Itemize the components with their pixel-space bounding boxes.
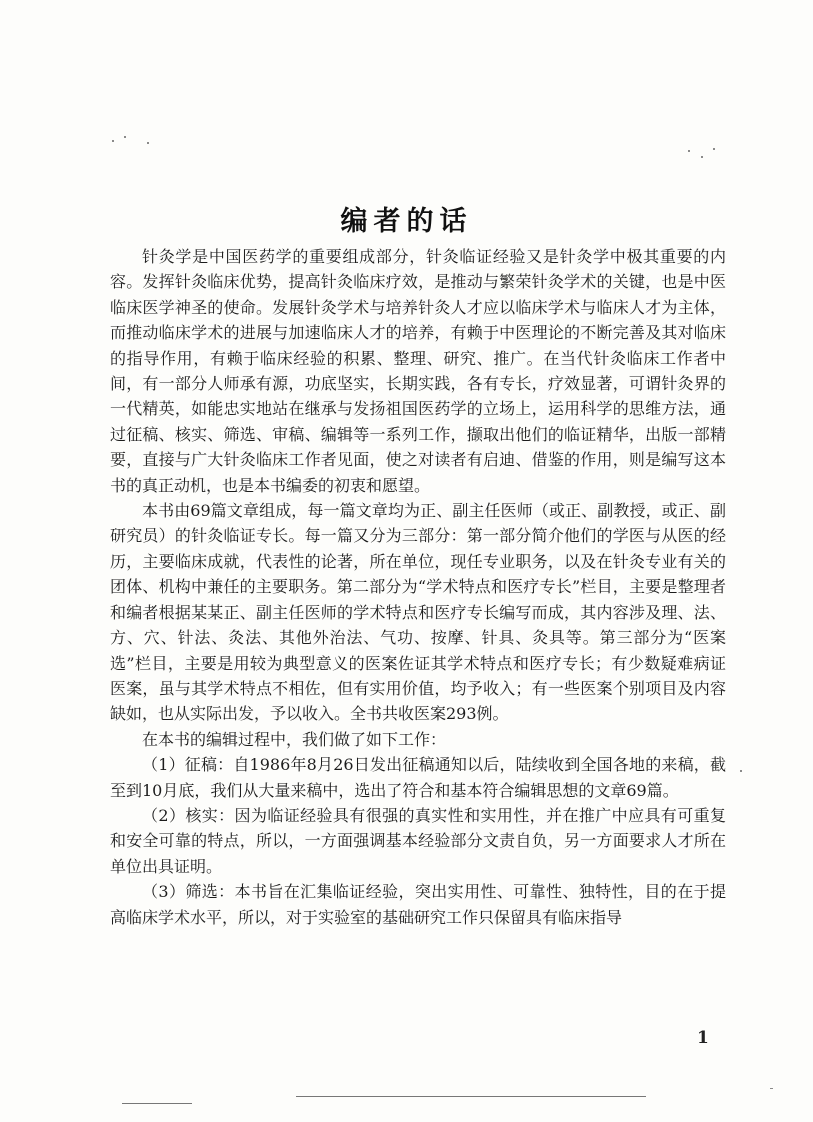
scan-speck [124, 136, 126, 138]
paragraph: 针灸学是中国医药学的重要组成部分，针灸临证经验又是针灸学中极其重要的内容。发挥针灸临床优势，提高针灸临床疗效，是推动与繁荣针灸学术的关键，也是中医临床医学神圣的使命。发展针灸学术与培养针灸人才应以临床学术与临床人才为主体，而推动临床学术的进展与加速临床人才的培养，有赖于中医理论的不断完善及其对临床的指导作用，有赖于临床经验的积累、整理、研究、推广。在当代针灸临床工作者中间，有一部分人师承有源，功底坚实，长期实践，各有专长，疗效显著，可谓针灸界的一代精英，如能忠实地站在继承与发扬祖国医药学的立场上，运用科学的思维方法，通过征稿、核实、筛选、审稿、编辑等一系列工作，撷取出他们的临证精华，出版一部精要，直接与广大针灸临床工作者见面，使之对读者有启迪、借鉴的作用，则是编写这本书的真正动机，也是本书编委的初衷和愿望。 [110, 247, 726, 495]
scan-rule [122, 1103, 192, 1104]
scan-speck [112, 140, 114, 142]
paragraph: （3）筛选：本书旨在汇集临证经验，突出实用性、可靠性、独特性，目的在于提高临床学术水平，所以，对于实验室的基础研究工作只保留具有临床指导 [110, 882, 726, 927]
paragraph: 在本书的编辑过程中，我们做了如下工作： [142, 729, 447, 749]
scan-speck [770, 1088, 773, 1089]
scan-speck [713, 148, 715, 150]
scan-speck [701, 156, 703, 158]
paragraph: 本书由69篇文章组成，每一篇文章均为正、副主任医师（或正、副教授，或正、副研究员）的针灸临证专长。每一篇又分为三部分：第一部分简介他们的学医与从医的经历，主要临床成就，代表性的论著，所在单位，现任专业职务，以及在针灸专业有关的团体、机构中兼任的主要职务。第二部分为“学术特点和医疗专长”栏目，主要是整理者和编者根据某某正、副主任医师的学术特点和医疗专长编写而成，其内容涉及理、法、方、穴、针法、灸法、其他外治法、气功、按摩、针具、灸具等。第三部分为“医案选”栏目，主要是用较为典型意义的医案佐证其学术特点和医疗专长；有少数疑难病证医案，虽与其学术特点不相佐，但有实用价值，均予收入；有一些医案个别项目及内容缺如，也从实际出发，予以收入。全书共收医案293例。 [110, 501, 726, 724]
paragraph: （2）核实：因为临证经验具有很强的真实性和实用性，并在推广中应具有可重复和安全可靠的特点，所以，一方面强调基本经验部分文责自负，另一方面要求人才所在单位出具证明。 [110, 805, 726, 876]
scan-speck [688, 150, 690, 152]
scan-speck [147, 142, 149, 144]
body-text [110, 244, 726, 930]
scan-speck [740, 770, 742, 772]
page-number: 1 [697, 1028, 709, 1048]
paragraph: （1）征稿：自1986年8月26日发出征稿通知以后，陆续收到全国各地的来稿，截至到10月底，我们从大量来稿中，选出了符合和基本符合编辑思想的文章69篇。 [110, 755, 726, 800]
scan-rule [296, 1096, 646, 1097]
page-title: 编者的话 [340, 206, 473, 238]
